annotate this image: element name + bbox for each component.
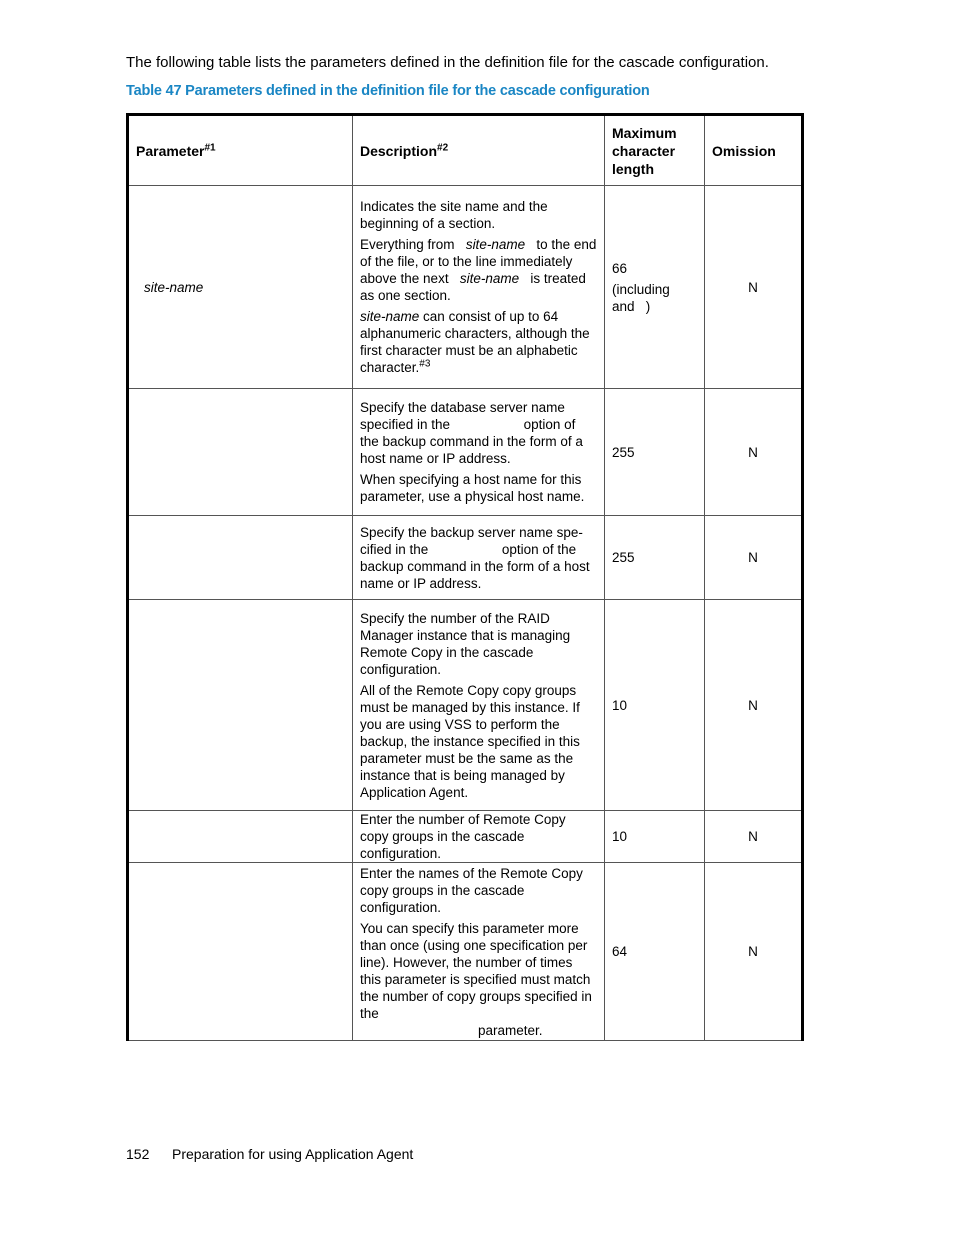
table-caption: Table 47 Parameters defined in the definition file for the cascade configuration: [126, 83, 650, 99]
description-cell: Enter the number of Remote Copy copy groups in the cascade configuration.: [353, 811, 605, 863]
table-row: [128, 516, 803, 600]
param-cell: site-name: [128, 186, 353, 389]
length-cell: 10: [605, 600, 705, 811]
omission-cell: N: [705, 186, 803, 389]
description-cell: Specify the database server name specified in the option of the backup command in the form of a host name or IP address. When specifying a host name for this parameter, use a physical host name.: [353, 389, 605, 516]
omission-cell: N: [705, 389, 803, 516]
param-cell: [128, 516, 353, 600]
length-cell: 66 (including and ): [605, 186, 705, 389]
description-cell: Indicates the site name and the beginning of a section. Everything from site-name to the end of the file, or to the line immediately above the next site-name is treated as one section. site-name can consist of up to 64 alphanumeric characters, although the first character must be an alphabetic character.$^{\#3}$: [353, 186, 605, 389]
description-cell: Specify the number of the RAID Manager instance that is managing Remote Copy in the cascade configuration. All of the Remote Copy copy groups must be managed by this instance. If you are using VSS to perform the backup, the instance specified in this parameter must be the same as the instance that is being managed by Application Agent.: [353, 600, 605, 811]
parameters-table: [126, 113, 804, 1041]
table-row: [128, 811, 803, 863]
length-cell: 255: [605, 389, 705, 516]
header-parameter: Parameter$^{\#1}$: [128, 115, 353, 186]
header-omission: Omission: [705, 115, 803, 186]
omission-cell: N: [705, 863, 803, 1041]
footer-section-title: Preparation for using Application Agent: [172, 1146, 414, 1162]
table-row: [128, 389, 803, 516]
length-cell: 255: [605, 516, 705, 600]
table-header-row: [128, 115, 803, 186]
page-footer: [126, 1145, 413, 1163]
description-cell: Enter the names of the Remote Copy copy groups in the cascade configuration. You can specify this parameter more than once (using one specification per line). However, the number of times this parameter is specified must match the number of copy groups specified in the parameter.: [353, 863, 605, 1041]
length-cell: 10: [605, 811, 705, 863]
intro-paragraph: The following table lists the parameters defined in the definition file for the cascade configuration.: [126, 54, 769, 71]
omission-cell: N: [705, 516, 803, 600]
param-cell: [128, 863, 353, 1041]
page-number: 152: [126, 1146, 150, 1162]
param-cell: [128, 811, 353, 863]
param-cell: [128, 600, 353, 811]
table-row: [128, 863, 803, 1041]
header-description: Description$^{\#2}$: [353, 115, 605, 186]
description-cell: Specify the backup server name spe-cified in the option of the backup command in the form of a host name or IP address.: [353, 516, 605, 600]
omission-cell: N: [705, 811, 803, 863]
omission-cell: N: [705, 600, 803, 811]
param-cell: [128, 389, 353, 516]
table-row: [128, 600, 803, 811]
table-row: [128, 186, 803, 389]
length-cell: 64: [605, 863, 705, 1041]
header-max-length: Maximum character length: [605, 115, 705, 186]
